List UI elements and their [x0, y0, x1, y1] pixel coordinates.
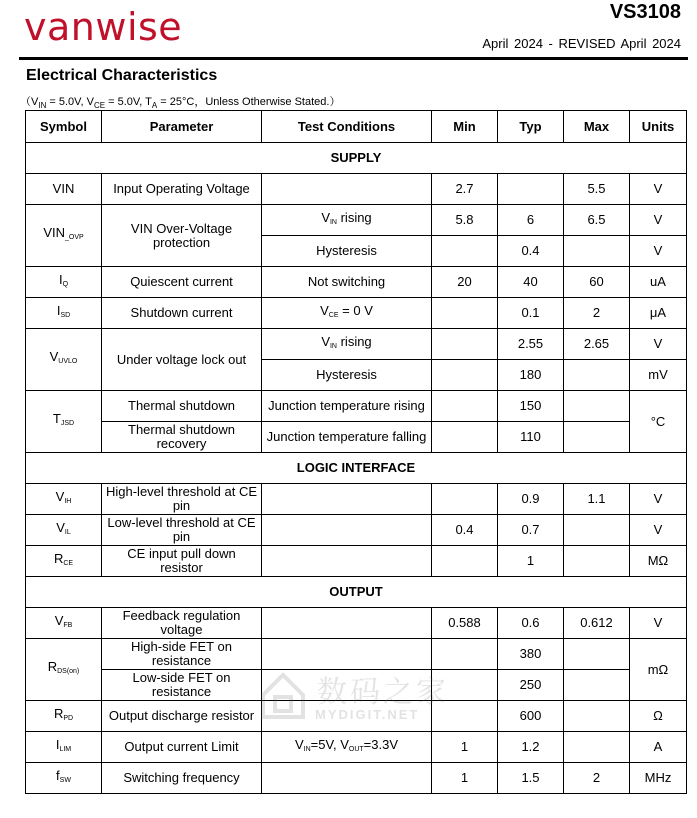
- table-row: [26, 608, 687, 639]
- watermark-text: 数码之家: [317, 675, 449, 710]
- cell-min: [432, 360, 498, 391]
- cell-typ: 0.6: [498, 608, 564, 639]
- cell-symbol: $f_{SW}$: [26, 763, 102, 794]
- table-row: [26, 763, 687, 794]
- cell-parameter: Thermal shutdown: [102, 391, 262, 422]
- cell-typ: 0.7: [498, 515, 564, 546]
- cell-unit: mV: [630, 360, 687, 391]
- cell-unit: V: [630, 174, 687, 205]
- cell-parameter: Quiescent current: [102, 267, 262, 298]
- cell-condition: [262, 608, 432, 639]
- cell-min: [432, 236, 498, 267]
- cell-min: [432, 484, 498, 515]
- table-row: [26, 701, 687, 732]
- cell-min: 0.588: [432, 608, 498, 639]
- cell-min: [432, 422, 498, 453]
- cell-symbol: $V_{FB}$: [26, 608, 102, 639]
- cell-condition: [262, 515, 432, 546]
- cell-parameter: High-side FET on resistance: [102, 639, 262, 670]
- cell-unit: mΩ: [630, 639, 687, 701]
- cell-max: 6.5: [564, 205, 630, 236]
- cell-max: [564, 236, 630, 267]
- cell-condition: [262, 174, 432, 205]
- cell-unit: V: [630, 205, 687, 236]
- section-label-supply: SUPPLY: [26, 143, 687, 174]
- cell-min: 2.7: [432, 174, 498, 205]
- section-title: Electrical Characteristics: [26, 67, 218, 84]
- cell-condition: [262, 639, 432, 670]
- cell-max: [564, 515, 630, 546]
- cell-min: 0.4: [432, 515, 498, 546]
- cell-unit: μA: [630, 298, 687, 329]
- cell-typ: 1.5: [498, 763, 564, 794]
- table-row: [26, 391, 687, 422]
- cell-max: [564, 360, 630, 391]
- table-header-row: [26, 111, 687, 143]
- cell-min: [432, 329, 498, 360]
- cell-max: 2.65: [564, 329, 630, 360]
- header-typ: Typ: [498, 111, 564, 143]
- cell-typ: 0.9: [498, 484, 564, 515]
- table-row: [26, 515, 687, 546]
- cell-unit: uA: [630, 267, 687, 298]
- cell-condition: $V_{CE} = 0$ V: [262, 298, 432, 329]
- brand-logo: vanwise: [24, 5, 183, 49]
- cell-parameter: CE input pull down resistor: [102, 546, 262, 577]
- cell-parameter: Thermal shutdown recovery: [102, 422, 262, 453]
- header-min: Min: [432, 111, 498, 143]
- cell-min: 5.8: [432, 205, 498, 236]
- cell-condition: Hysteresis: [262, 236, 432, 267]
- cell-condition: $V_{IN}$ rising: [262, 329, 432, 360]
- cell-unit: MΩ: [630, 546, 687, 577]
- section-label-logic-interface: LOGIC INTERFACE: [26, 453, 687, 484]
- cell-condition: Not switching: [262, 267, 432, 298]
- cell-max: [564, 670, 630, 701]
- electrical-characteristics-table: [25, 110, 687, 794]
- cell-typ: [498, 174, 564, 205]
- table-row: [26, 546, 687, 577]
- cell-unit: V: [630, 608, 687, 639]
- cell-symbol: $V_{IL}$: [26, 515, 102, 546]
- cell-symbol: $V_{IH}$: [26, 484, 102, 515]
- cell-max: 0.612: [564, 608, 630, 639]
- cell-max: [564, 422, 630, 453]
- cell-min: [432, 391, 498, 422]
- cell-condition: [262, 701, 432, 732]
- table-row: [26, 484, 687, 515]
- cell-min: 20: [432, 267, 498, 298]
- table-row: [26, 422, 687, 453]
- cell-typ: 380: [498, 639, 564, 670]
- cell-max: [564, 639, 630, 670]
- header-parameter: Parameter: [102, 111, 262, 143]
- cell-condition: [262, 546, 432, 577]
- table-row: [26, 329, 687, 360]
- watermark-subtext: MYDIGIT.NET: [315, 707, 420, 722]
- cell-symbol: $R_{PD}$: [26, 701, 102, 732]
- cell-symbol: $T_{JSD}$: [26, 391, 102, 453]
- cell-parameter: Under voltage lock out: [102, 329, 262, 391]
- cell-parameter: Low-level threshold at CE pin: [102, 515, 262, 546]
- cell-parameter: Output current Limit: [102, 732, 262, 763]
- table-row: [26, 267, 687, 298]
- cell-typ: 6: [498, 205, 564, 236]
- header-divider: [19, 57, 688, 60]
- cell-unit: Ω: [630, 701, 687, 732]
- cell-symbol: $V_{UVLO}$: [26, 329, 102, 391]
- cell-condition: $V_{IN}$ rising: [262, 205, 432, 236]
- table-row: [26, 639, 687, 670]
- part-number: VS3108: [609, 1, 681, 23]
- cell-max: 5.5: [564, 174, 630, 205]
- header-symbol: Symbol: [26, 111, 102, 143]
- cell-symbol: VIN: [26, 174, 102, 205]
- test-conditions-note: （$V_{IN} = 5.0V$, $V_{CE} = 5.0V$, $T_A = 25^\circ C$，Unless Otherwise Stated.）: [20, 96, 341, 111]
- cell-min: 1: [432, 763, 498, 794]
- cell-parameter: VIN Over-Voltage protection: [102, 205, 262, 267]
- cell-max: 2: [564, 763, 630, 794]
- cell-typ: 0.4: [498, 236, 564, 267]
- cell-max: [564, 391, 630, 422]
- cell-condition: Junction temperature rising: [262, 391, 432, 422]
- cell-parameter: Feedback regulation voltage: [102, 608, 262, 639]
- cell-max: [564, 701, 630, 732]
- cell-unit: V: [630, 515, 687, 546]
- cell-unit: V: [630, 484, 687, 515]
- cell-unit: MHz: [630, 763, 687, 794]
- revision-date: April 2024 - REVISED April 2024: [482, 36, 681, 51]
- cell-min: [432, 298, 498, 329]
- table-row: [26, 298, 687, 329]
- cell-condition: Junction temperature falling: [262, 422, 432, 453]
- cell-max: 1.1: [564, 484, 630, 515]
- header-test-conditions: Test Conditions: [262, 111, 432, 143]
- cell-typ: 0.1: [498, 298, 564, 329]
- cell-condition: [262, 670, 432, 701]
- header-max: Max: [564, 111, 630, 143]
- cell-parameter: Input Operating Voltage: [102, 174, 262, 205]
- cell-parameter: Switching frequency: [102, 763, 262, 794]
- cell-typ: 110: [498, 422, 564, 453]
- section-row-supply: [26, 143, 687, 174]
- cell-min: [432, 546, 498, 577]
- cell-condition: [262, 763, 432, 794]
- cell-typ: 1: [498, 546, 564, 577]
- cell-max: [564, 546, 630, 577]
- cell-unit: V: [630, 329, 687, 360]
- cell-typ: 180: [498, 360, 564, 391]
- cell-parameter: High-level threshold at CE pin: [102, 484, 262, 515]
- table-row: [26, 174, 687, 205]
- cell-max: 2: [564, 298, 630, 329]
- cell-max: [564, 732, 630, 763]
- cell-symbol: $I_Q$: [26, 267, 102, 298]
- cell-max: 60: [564, 267, 630, 298]
- section-label-output: OUTPUT: [26, 577, 687, 608]
- section-row-logic-interface: [26, 453, 687, 484]
- cell-min: [432, 639, 498, 670]
- cell-condition: Hysteresis: [262, 360, 432, 391]
- cell-typ: 250: [498, 670, 564, 701]
- table-row: [26, 732, 687, 763]
- cell-parameter: Output discharge resistor: [102, 701, 262, 732]
- cell-symbol: $VIN_{\_OVP}$: [26, 205, 102, 267]
- cell-unit: V: [630, 236, 687, 267]
- cell-parameter: Low-side FET on resistance: [102, 670, 262, 701]
- cell-unit: A: [630, 732, 687, 763]
- section-row-output: [26, 577, 687, 608]
- cell-parameter: Shutdown current: [102, 298, 262, 329]
- cell-min: [432, 670, 498, 701]
- cell-typ: 2.55: [498, 329, 564, 360]
- table-row: [26, 205, 687, 236]
- cell-min: [432, 701, 498, 732]
- cell-symbol: $R_{CE}$: [26, 546, 102, 577]
- cell-condition: [262, 484, 432, 515]
- cell-symbol: $R_{DS(on)}$: [26, 639, 102, 701]
- table-row: [26, 670, 687, 701]
- cell-condition: $V_{IN}=5V$, $V_{OUT}=3.3V$: [262, 732, 432, 763]
- cell-symbol: $I_{LIM}$: [26, 732, 102, 763]
- cell-unit: °C: [630, 391, 687, 453]
- cell-typ: 600: [498, 701, 564, 732]
- cell-symbol: $I_{SD}$: [26, 298, 102, 329]
- cell-typ: 1.2: [498, 732, 564, 763]
- cell-typ: 150: [498, 391, 564, 422]
- header-units: Units: [630, 111, 687, 143]
- cell-typ: 40: [498, 267, 564, 298]
- cell-min: 1: [432, 732, 498, 763]
